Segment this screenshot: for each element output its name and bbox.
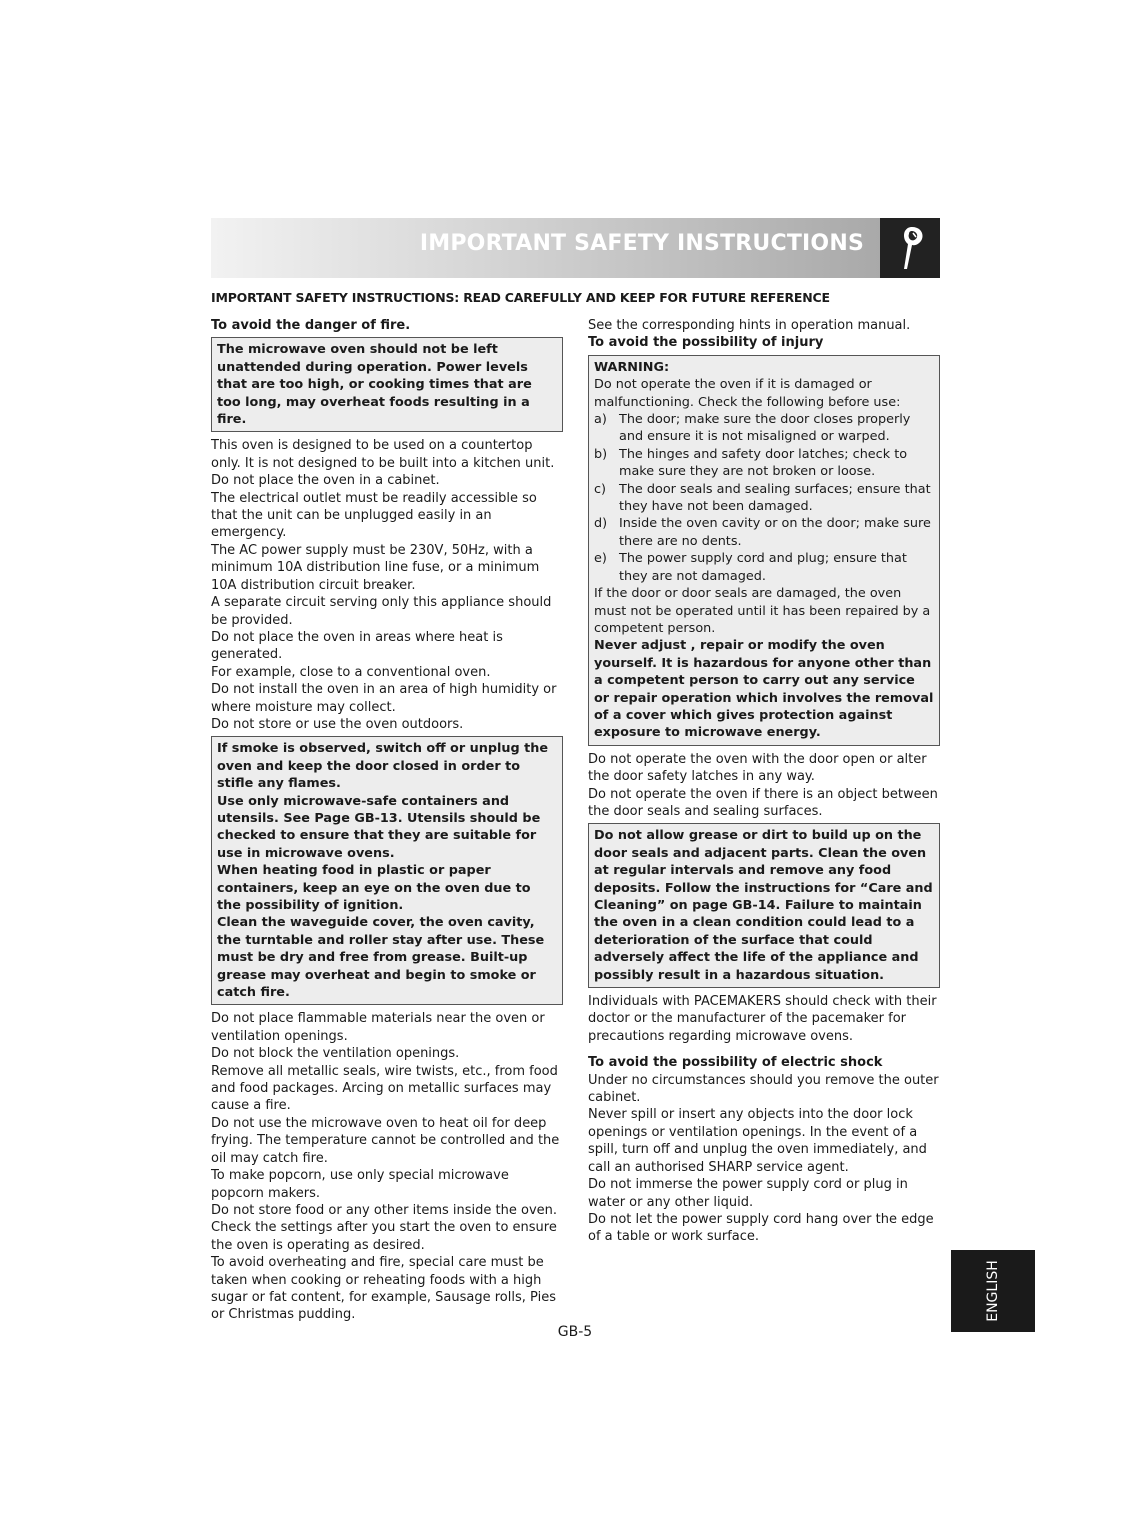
paragraph: Do not block the ventilation openings. [211, 1046, 460, 1062]
paragraph: To make popcorn, use only special microwave popcorn makers. [211, 1168, 509, 1201]
list-text: The hinges and safety door latches; check to make sure they are not broken or loose. [619, 446, 908, 480]
paragraph: Do not place flammable materials near the oven or ventilation openings. [211, 1011, 545, 1044]
language-tab [951, 1250, 1035, 1332]
paragraph: The AC power supply must be 230V, 50Hz, with a minimum 10A distribution line fuse, or a minimum 10A distribution circuit breaker. [211, 542, 540, 593]
list-item [594, 550, 934, 585]
maintenance-tool-icon [894, 224, 926, 272]
paragraph: Do not operate the oven if there is an object between the door seals and sealing surfaces. [588, 786, 938, 819]
left-column [211, 317, 563, 1324]
box-text: Use only microwave-safe containers and utensils. See Page GB-13. Utensils should be checked to ensure that they are suitable for use in microwave ovens. [217, 793, 541, 861]
spacer [588, 1045, 940, 1054]
paragraph: Do not place the oven in a cabinet. [211, 473, 440, 489]
list-text: Inside the oven cavity or on the door; make sure there are no dents. [619, 516, 931, 549]
right-column [588, 317, 940, 1246]
box-text: When heating food in plastic or paper containers, keep an eye on the oven due to the possibility of ignition. [217, 863, 531, 913]
paragraph: The electrical outlet must be readily accessible so that the unit can be unplugged easily in an emergency. [211, 490, 537, 541]
box-text: If smoke is observed, switch off or unplug the oven and keep the door closed in order to stifle any flames. [217, 741, 549, 792]
warning-after: If the door or door seals are damaged, the oven must not be operated until it has been repaired by a competent person. [594, 586, 931, 636]
box-text: Do not allow grease or dirt to build up on the door seals and adjacent parts. Clean the oven at regular intervals and remove any food deposits. Follow the instructions for “Care and Cleaning” on page GB-14. Failure to maintain the oven in a clean condition could lead to a deterioration of the surface that could adversely affect the life of the appliance and possibly result in a hazardous situation. [594, 828, 933, 983]
list-label: c) [594, 481, 607, 497]
list-item [594, 481, 934, 516]
paragraph: Do not operate the oven with the door open or alter the door safety latches in any way. [588, 751, 927, 785]
heading-injury: To avoid the possibility of injury [588, 335, 824, 351]
warning-bold: Never adjust , repair or modify the oven yourself. It is hazardous for anyone other than a competent person to carry out any service or repair operation which involves the removal of a cover which gives protection against exposure to microwave energy. [594, 638, 934, 741]
banner-icon-box [880, 218, 940, 278]
paragraph: Do not store food or any other items inside the oven. [211, 1202, 558, 1218]
box-text: The microwave oven should not be left unattended during operation. Power levels that are too high, or cooking times that are too long, may overheat foods resulting in a fire. [217, 342, 532, 428]
paragraph: Do not place the oven in areas where heat is generated. [211, 629, 503, 663]
list-label: a) [594, 412, 607, 428]
list-item [594, 411, 934, 446]
list-label: e) [594, 551, 607, 567]
intro-text: See the corresponding hints in operation manual. [588, 318, 911, 333]
page-title: IMPORTANT SAFETY INSTRUCTIONS [419, 231, 864, 256]
paragraph: Under no circumstances should you remove the outer cabinet. [588, 1072, 939, 1106]
list-label: b) [594, 446, 608, 462]
paragraph: Do not store or use the oven outdoors. [211, 716, 464, 732]
document-subtitle: IMPORTANT SAFETY INSTRUCTIONS: READ CAREFULLY AND KEEP FOR FUTURE REFERENCE [211, 290, 830, 305]
paragraph: Do not install the oven in an area of high humidity or where moisture may collect. [211, 682, 557, 715]
warning-box-grease [588, 823, 940, 988]
list-item [594, 515, 934, 550]
paragraph: Do not immerse the power supply cord or plug in water or any other liquid. [588, 1177, 908, 1210]
paragraph: Check the settings after you start the oven to ensure the oven is operating as desired. [211, 1220, 557, 1253]
warning-box-damage [588, 355, 940, 746]
paragraph: A separate circuit serving only this appliance should be provided. [211, 595, 552, 628]
list-text: The power supply cord and plug; ensure that they are not damaged. [619, 551, 907, 584]
paragraph: Remove all metallic seals, wire twists, etc., from food and food packages. Arcing on metallic surfaces may cause a fire. [211, 1063, 558, 1114]
paragraph: For example, close to a conventional oven. [211, 664, 491, 680]
paragraph: Never spill or insert any objects into the door lock openings or ventilation openings. In the event of a spill, turn off and unplug the oven immediately, and call an authorised SHARP service agent. [588, 1107, 927, 1175]
list-item [594, 446, 934, 481]
list-text: The door seals and sealing surfaces; ensure that they have not been damaged. [619, 481, 931, 515]
list-text: The door; make sure the door closes properly and ensure it is not misaligned or warped. [619, 412, 911, 445]
section-banner [211, 218, 880, 278]
page-number: GB-5 [557, 1324, 593, 1340]
heading-electric-shock: To avoid the possibility of electric shock [588, 1055, 883, 1071]
paragraph: This oven is designed to be used on a countertop only. It is not designed to be built into a kitchen unit. [211, 438, 555, 471]
paragraph: Do not use the microwave oven to heat oil for deep frying. The temperature cannot be controlled and the oil may catch fire. [211, 1115, 560, 1166]
box-text: Clean the waveguide cover, the oven cavity, the turntable and roller stay after use. These must be dry and free from grease. Built-up grease may overheat and begin to smoke or catch fire. [217, 915, 545, 1001]
paragraph: Do not let the power supply cord hang over the edge of a table or work surface. [588, 1211, 934, 1245]
warning-intro: Do not operate the oven if it is damaged or malfunctioning. Check the following before use: [594, 377, 901, 410]
list-label: d) [594, 516, 608, 532]
language-label: ENGLISH [985, 1260, 1001, 1322]
heading-fire: To avoid the danger of fire. [211, 318, 411, 333]
paragraph: To avoid overheating and fire, special care must be taken when cooking or reheating foods with a high sugar or fat content, for example, Sausage rolls, Pies or Christmas pudding. [211, 1255, 556, 1323]
paragraph-pacemaker: Individuals with PACEMAKERS should check with their doctor or the manufacturer of the pacemaker for precautions regarding microwave ovens. [588, 994, 937, 1044]
warning-box-unattended [211, 337, 563, 432]
warning-box-smoke [211, 736, 563, 1005]
warning-title: WARNING: [594, 359, 670, 375]
